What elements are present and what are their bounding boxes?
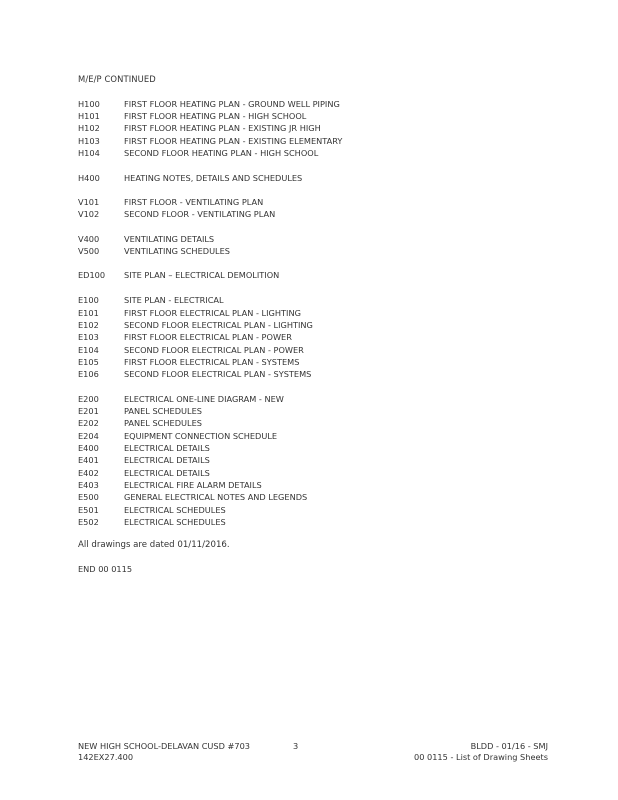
drawing-code: ED100 — [78, 270, 106, 280]
drawing-title: ELECTRICAL SCHEDULES — [124, 517, 226, 527]
drawing-title: SECOND FLOOR - VENTILATING PLAN — [124, 209, 276, 219]
drawing-title: ELECTRICAL DETAILS — [124, 468, 210, 478]
footer-project-number: 142EX27.400 — [78, 752, 134, 762]
drawing-code: H100 — [78, 99, 100, 109]
drawing-row — [78, 455, 210, 465]
drawing-code: E402 — [78, 468, 99, 478]
drawings-date-note: All drawings are dated 01/11/2016. — [78, 540, 230, 550]
footer-project-info — [78, 741, 250, 763]
drawing-title: FIRST FLOOR HEATING PLAN - GROUND WELL PIPING — [124, 99, 340, 109]
drawing-row — [78, 246, 230, 256]
drawing-code: H101 — [78, 111, 100, 121]
drawing-row — [78, 369, 311, 379]
drawing-title: FIRST FLOOR HEATING PLAN - EXISTING JR HIGH — [124, 123, 321, 133]
drawing-code: E501 — [78, 505, 99, 515]
drawing-row — [78, 394, 284, 404]
drawing-title: ELECTRICAL DETAILS — [124, 443, 210, 453]
drawing-row — [78, 480, 262, 490]
drawing-title: SITE PLAN - ELECTRICAL — [124, 295, 224, 305]
drawing-row — [78, 148, 318, 158]
drawing-row — [78, 270, 279, 280]
drawing-code: E202 — [78, 418, 99, 428]
drawing-title: GENERAL ELECTRICAL NOTES AND LEGENDS — [124, 492, 308, 502]
drawing-code: E106 — [78, 369, 99, 379]
footer-document-info — [414, 741, 548, 763]
drawing-row — [78, 332, 292, 342]
drawing-row — [78, 517, 226, 527]
drawing-row — [78, 308, 301, 318]
drawing-row — [78, 406, 202, 416]
footer-revision: BLDD - 01/16 - SMJ — [470, 741, 548, 751]
drawing-row — [78, 443, 210, 453]
drawing-row — [78, 111, 306, 121]
drawing-code: E204 — [78, 431, 99, 441]
drawing-title: FIRST FLOOR HEATING PLAN - EXISTING ELEMENTARY — [124, 136, 343, 146]
drawing-code: E101 — [78, 308, 99, 318]
drawing-row — [78, 209, 275, 219]
drawing-row — [78, 357, 299, 367]
drawing-title: FIRST FLOOR ELECTRICAL PLAN - SYSTEMS — [124, 357, 300, 367]
drawing-code: H400 — [78, 173, 100, 183]
drawing-code: E500 — [78, 492, 99, 502]
drawing-code: H104 — [78, 148, 100, 158]
drawing-row — [78, 123, 321, 133]
drawing-code: E401 — [78, 455, 99, 465]
footer-page-number: 3 — [293, 741, 299, 751]
drawing-code: E502 — [78, 517, 99, 527]
drawing-row — [78, 468, 210, 478]
drawing-row — [78, 136, 342, 146]
drawing-code: E105 — [78, 357, 99, 367]
drawing-code: H103 — [78, 136, 100, 146]
drawing-title: ELECTRICAL FIRE ALARM DETAILS — [124, 480, 262, 490]
drawing-title: FIRST FLOOR ELECTRICAL PLAN - POWER — [124, 332, 292, 342]
drawing-row — [78, 173, 302, 183]
drawing-title: HEATING NOTES, DETAILS AND SCHEDULES — [124, 173, 303, 183]
drawing-row — [78, 197, 263, 207]
drawing-row — [78, 418, 202, 428]
drawing-code: E400 — [78, 443, 99, 453]
drawing-row — [78, 234, 214, 244]
drawing-title: SECOND FLOOR ELECTRICAL PLAN - POWER — [124, 345, 304, 355]
drawing-title: SECOND FLOOR ELECTRICAL PLAN - SYSTEMS — [124, 369, 312, 379]
drawing-code: E103 — [78, 332, 99, 342]
drawing-code: V400 — [78, 234, 100, 244]
drawing-title: SECOND FLOOR ELECTRICAL PLAN - LIGHTING — [124, 320, 313, 330]
drawing-code: E201 — [78, 406, 99, 416]
footer-project-name: NEW HIGH SCHOOL-DELAVAN CUSD #703 — [78, 741, 251, 751]
drawing-row — [78, 492, 307, 502]
drawing-title: VENTILATING DETAILS — [124, 234, 215, 244]
footer-section-title: 00 0115 - List of Drawing Sheets — [413, 752, 548, 762]
drawing-title: SITE PLAN – ELECTRICAL DEMOLITION — [124, 270, 280, 280]
section-title: M/E/P CONTINUED — [78, 74, 156, 84]
drawing-title: FIRST FLOOR ELECTRICAL PLAN - LIGHTING — [124, 308, 301, 318]
drawing-code: E100 — [78, 295, 99, 305]
drawing-code: V101 — [78, 197, 100, 207]
drawing-title: PANEL SCHEDULES — [124, 418, 202, 428]
drawing-row — [78, 505, 226, 515]
section-end-marker: END 00 0115 — [78, 564, 133, 574]
drawing-title: PANEL SCHEDULES — [124, 406, 202, 416]
drawing-row — [78, 320, 313, 330]
drawing-code: V102 — [78, 209, 100, 219]
drawing-title: ELECTRICAL DETAILS — [124, 455, 210, 465]
drawing-row — [78, 99, 340, 109]
drawing-title: FIRST FLOOR HEATING PLAN - HIGH SCHOOL — [124, 111, 307, 121]
drawing-code: V500 — [78, 246, 100, 256]
drawing-row — [78, 431, 277, 441]
drawing-title: EQUIPMENT CONNECTION SCHEDULE — [124, 431, 278, 441]
drawing-title: VENTILATING SCHEDULES — [124, 246, 230, 256]
drawing-title: ELECTRICAL SCHEDULES — [124, 505, 226, 515]
drawing-title: FIRST FLOOR - VENTILATING PLAN — [124, 197, 264, 207]
drawing-code: E102 — [78, 320, 99, 330]
drawing-row — [78, 295, 224, 305]
drawing-code: H102 — [78, 123, 100, 133]
drawing-title: ELECTRICAL ONE-LINE DIAGRAM - NEW — [124, 394, 284, 404]
drawing-row — [78, 345, 304, 355]
drawing-code: E200 — [78, 394, 99, 404]
drawing-code: E403 — [78, 480, 99, 490]
drawing-title: SECOND FLOOR HEATING PLAN - HIGH SCHOOL — [124, 148, 319, 158]
drawing-code: E104 — [78, 345, 99, 355]
